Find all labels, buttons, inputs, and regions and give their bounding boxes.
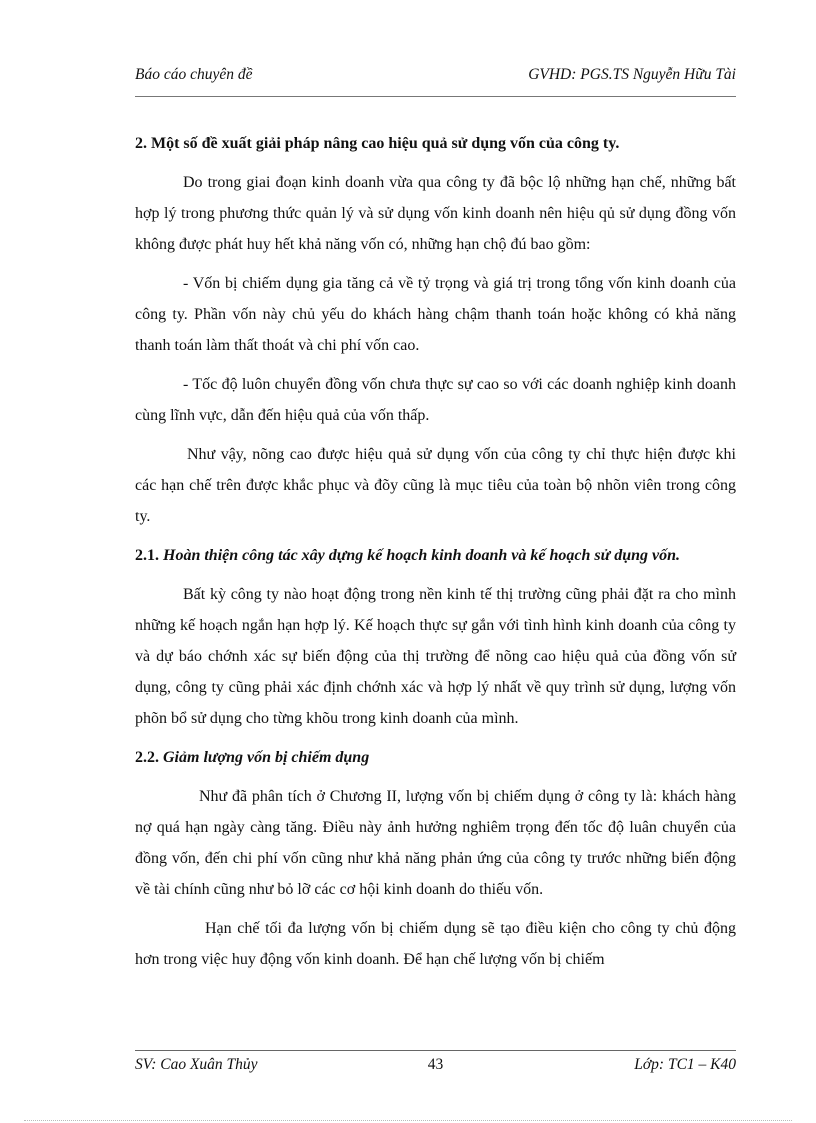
- conclusion-paragraph: Như vậy, nõng cao được hiệu quả sử dụng vốn của công ty chỉ thực hiện được khi các hạn chế trên được khắc phục và đõy cũng là mục tiêu của toàn bộ nhõn viên trong công ty.: [135, 446, 736, 525]
- page-number: 43: [427, 1056, 444, 1073]
- subsection-title-2-1: Hoàn thiện công tác xây dựng kế hoạch kinh doanh và kế hoạch sử dụng vốn.: [163, 547, 681, 564]
- section-heading: 2. Một số đề xuất giải pháp nâng cao hiệu quả sử dụng vốn của công ty.: [135, 135, 620, 152]
- bullet-paragraph-2: - Tốc độ luôn chuyển đồng vốn chưa thực sự cao so với các doanh nghiệp kinh doanh cùng lĩnh vực, dẫn đến hiệu quả của vốn thấp.: [135, 376, 736, 424]
- subsection-number-2-2: 2.2.: [135, 749, 159, 766]
- subsection-body-2-2-b: Hạn chế tối đa lượng vốn bị chiếm dụng sẽ tạo điều kiện cho công ty chủ động hơn trong việc huy động vốn kinh doanh. Để hạn chế lượng vốn bị chiếm: [135, 920, 736, 968]
- page-header: [135, 66, 736, 88]
- footer-student: SV: Cao Xuân Thủy: [135, 1056, 258, 1073]
- subsection-title-2-2: Giảm lượng vốn bị chiếm dụng: [163, 749, 370, 766]
- page-footer: [135, 1056, 736, 1078]
- intro-paragraph: Do trong giai đoạn kinh doanh vừa qua công ty đã bộc lộ những hạn chế, những bất hợp lý trong phương thức quản lý và sử dụng vốn kinh doanh nên hiệu qủ sử dụng đồng vốn không được phát huy hết khả năng vốn có, những hạn chộ đú bao gồm:: [135, 174, 736, 253]
- header-supervisor: GVHD: PGS.TS Nguyễn Hữu Tài: [528, 66, 736, 83]
- subsection-body-2-1: Bất kỳ công ty nào hoạt động trong nền kinh tế thị trường cũng phải đặt ra cho mình những kế hoạch ngắn hạn hợp lý. Kế hoạch thực sự gắn với tình hình kinh doanh của công ty và dự báo chớnh xác sự biến động của thị trường để nõng cao hiệu quả của đồng vốn sử dụng, công ty cũng phải xác định chớnh xác và hợp lý nhất về quy trình sử dụng, lượng vốn phõn bổ sử dụng cho từng khõu trong kinh doanh của mình.: [135, 586, 736, 727]
- bullet-paragraph-1: - Vốn bị chiếm dụng gia tăng cả về tỷ trọng và giá trị trong tổng vốn kinh doanh của công ty. Phần vốn này chủ yếu do khách hàng chậm thanh toán hoặc không có khả năng thanh toán làm thất thoát và chi phí vốn cao.: [135, 275, 736, 354]
- footer-class: Lớp: TC1 – K40: [634, 1056, 736, 1073]
- footer-divider: [135, 1050, 736, 1051]
- subsection-heading-2-1: [135, 540, 736, 571]
- page-edge-marker: [24, 1120, 792, 1121]
- header-report-title: Báo cáo chuyên đề: [135, 66, 253, 83]
- document-body: [135, 128, 736, 983]
- subsection-number-2-1: 2.1.: [135, 547, 159, 564]
- subsection-heading-2-2: [135, 742, 736, 773]
- header-divider: [135, 96, 736, 97]
- subsection-body-2-2-a: Như đã phân tích ở Chương II, lượng vốn bị chiếm dụng ở công ty là: khách hàng nợ quá hạn ngày càng tăng. Điều này ảnh hưởng nghiêm trọng đến tốc độ luân chuyển của đồng vốn, đến chi phí vốn cũng như khả năng phản ứng của công ty trước những biến động về tài chính cũng như bỏ lỡ các cơ hội kinh doanh do thiếu vốn.: [135, 788, 736, 898]
